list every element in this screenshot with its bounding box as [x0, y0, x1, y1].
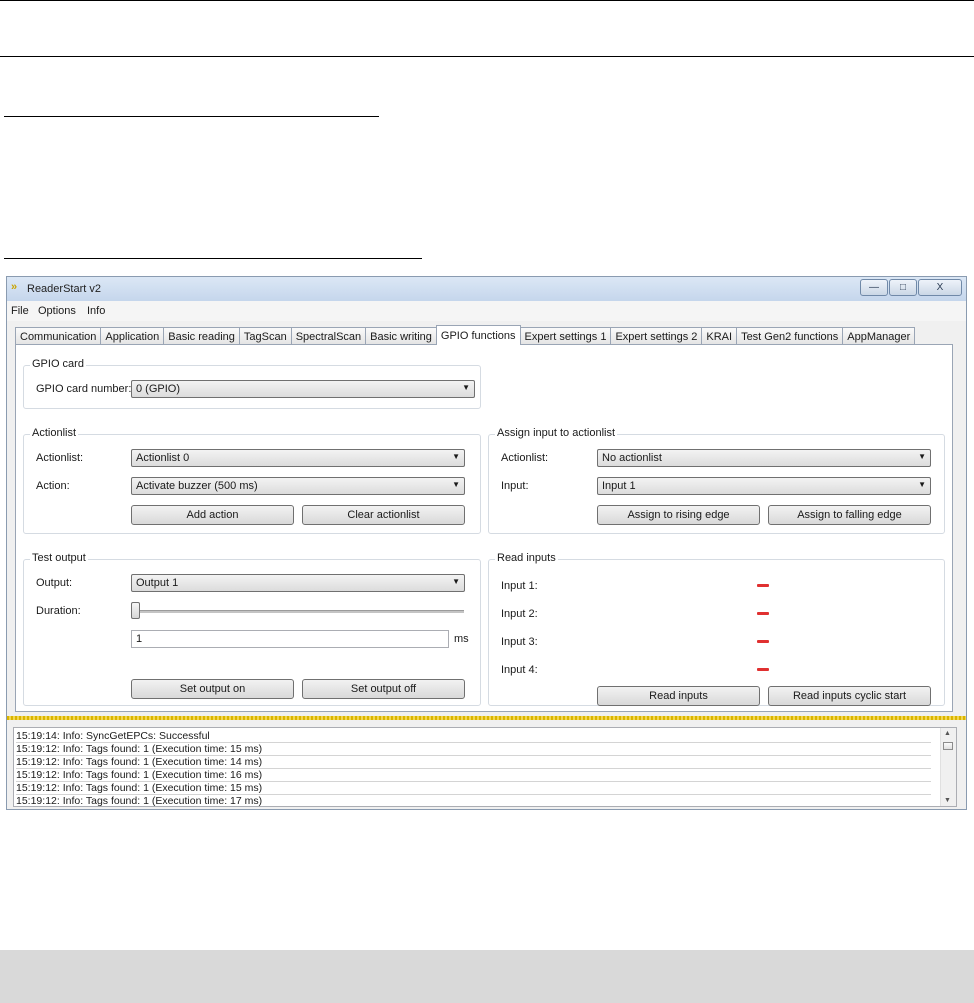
app-window: [6, 276, 967, 810]
tab-tagscan[interactable]: TagScan: [239, 327, 292, 345]
dropdown-arrow-icon: ▼: [452, 452, 460, 461]
gpio-card-number-value: 0 (GPIO): [136, 383, 181, 395]
log-line: 15:19:12: Info: Tags found: 1 (Execution time: 14 ms): [16, 756, 931, 769]
action-label: Action:: [36, 480, 70, 492]
actionlist-title: Actionlist: [32, 427, 77, 439]
log-scrollbar[interactable]: [940, 728, 956, 806]
log-line: 15:19:12: Info: Tags found: 1 (Execution time: 16 ms): [16, 769, 931, 782]
set-output-off-button[interactable]: Set output off: [302, 679, 465, 699]
output-select[interactable]: [131, 574, 465, 592]
duration-slider-thumb[interactable]: [131, 602, 140, 619]
action-select[interactable]: [131, 477, 465, 495]
scroll-up-icon[interactable]: ▲: [944, 730, 951, 737]
scroll-down-icon[interactable]: ▼: [944, 797, 951, 804]
tab-expert-settings-1[interactable]: Expert settings 1: [520, 327, 612, 345]
gpio-card-group: [23, 358, 481, 409]
assign-input-group: [488, 427, 945, 534]
input-1-label: Input 1:: [501, 580, 538, 592]
dropdown-arrow-icon: ▼: [452, 577, 460, 586]
actionlist-select[interactable]: [131, 449, 465, 467]
page-top-rule: [0, 0, 974, 1]
input-3-led: [757, 640, 769, 643]
minimize-icon: —: [869, 282, 879, 293]
set-output-on-button[interactable]: Set output on: [131, 679, 294, 699]
duration-label: Duration:: [36, 605, 81, 617]
gpio-card-title: GPIO card: [32, 358, 84, 370]
input-2-led: [757, 612, 769, 615]
doc-underline-1: [4, 116, 379, 117]
gpio-tab-panel: [15, 344, 953, 712]
duration-value: 1: [136, 633, 143, 645]
action-value: Activate buzzer (500 ms): [136, 480, 258, 492]
actionlist-group: [23, 427, 481, 534]
window-controls: [859, 279, 962, 296]
input-3-label: Input 3:: [501, 636, 538, 648]
assign-actionlist-label: Actionlist:: [501, 452, 549, 464]
clear-actionlist-button[interactable]: Clear actionlist: [302, 505, 465, 525]
gpio-card-number-select[interactable]: [131, 380, 475, 398]
assign-input-label: Input:: [501, 480, 529, 492]
duration-unit: ms: [454, 633, 469, 645]
menu-file[interactable]: File: [11, 305, 29, 317]
log-line: 15:19:14: Info: SyncGetEPCs: Successful: [16, 730, 931, 743]
menu-info[interactable]: Info: [87, 305, 106, 317]
assign-actionlist-select[interactable]: [597, 449, 931, 467]
assign-input-select[interactable]: [597, 477, 931, 495]
doc-underline-2: [4, 258, 422, 259]
tab-test-gen2-functions[interactable]: Test Gen2 functions: [736, 327, 843, 345]
dropdown-arrow-icon: ▼: [918, 452, 926, 461]
read-inputs-title: Read inputs: [497, 552, 556, 564]
log-list[interactable]: [13, 727, 957, 807]
duration-input[interactable]: [131, 630, 449, 648]
actionlist-value: Actionlist 0: [136, 452, 190, 464]
actionlist-label: Actionlist:: [36, 452, 84, 464]
window-title: ReaderStart v2: [27, 283, 101, 295]
maximize-button[interactable]: [889, 279, 917, 296]
input-2-label: Input 2:: [501, 608, 538, 620]
test-output-title: Test output: [32, 552, 86, 564]
input-1-led: [757, 584, 769, 587]
input-4-label: Input 4:: [501, 664, 538, 676]
close-icon: X: [936, 282, 944, 293]
tab-spectralscan[interactable]: SpectralScan: [291, 327, 366, 345]
minimize-button[interactable]: [860, 279, 888, 296]
read-inputs-group: [488, 552, 945, 706]
assign-input-value: Input 1: [602, 480, 636, 492]
tab-krai[interactable]: KRAI: [701, 327, 737, 345]
tab-strip: [15, 325, 914, 345]
title-bar[interactable]: [7, 277, 966, 301]
read-inputs-cyclic-button[interactable]: Read inputs cyclic start: [768, 686, 931, 706]
maximize-icon: □: [899, 282, 907, 293]
assign-actionlist-value: No actionlist: [602, 452, 662, 464]
log-line: 15:19:12: Info: Tags found: 1 (Execution time: 15 ms): [16, 782, 931, 795]
app-icon: »: [11, 281, 18, 293]
menu-options[interactable]: Options: [38, 305, 76, 317]
input-4-led: [757, 668, 769, 671]
dropdown-arrow-icon: ▼: [462, 383, 470, 392]
tab-expert-settings-2[interactable]: Expert settings 2: [610, 327, 702, 345]
assign-falling-edge-button[interactable]: Assign to falling edge: [768, 505, 931, 525]
output-label: Output:: [36, 577, 73, 589]
dropdown-arrow-icon: ▼: [452, 480, 460, 489]
read-inputs-button[interactable]: Read inputs: [597, 686, 760, 706]
test-output-group: [23, 552, 481, 706]
tab-basic-writing[interactable]: Basic writing: [365, 327, 437, 345]
add-action-button[interactable]: Add action: [131, 505, 294, 525]
tab-application[interactable]: Application: [100, 327, 164, 345]
duration-slider-track[interactable]: [134, 610, 464, 613]
page-rule: [0, 56, 974, 57]
tab-appmanager[interactable]: AppManager: [842, 327, 915, 345]
log-line: 15:19:12: Info: Tags found: 1 (Execution time: 15 ms): [16, 743, 931, 756]
assign-rising-edge-button[interactable]: Assign to rising edge: [597, 505, 760, 525]
tab-gpio-functions[interactable]: GPIO functions: [436, 325, 521, 345]
dropdown-arrow-icon: ▼: [918, 480, 926, 489]
tab-communication[interactable]: Communication: [15, 327, 101, 345]
page-footer-band: [0, 950, 974, 1003]
gpio-card-number-label: GPIO card number:: [36, 383, 132, 395]
menu-bar: [7, 301, 966, 321]
panel-splitter[interactable]: [7, 716, 966, 720]
scrollbar-thumb[interactable]: [943, 742, 953, 750]
tab-basic-reading[interactable]: Basic reading: [163, 327, 240, 345]
assign-input-title: Assign input to actionlist: [497, 427, 616, 439]
output-value: Output 1: [136, 577, 179, 589]
close-button[interactable]: [918, 279, 962, 296]
log-line: 15:19:12: Info: Tags found: 1 (Execution time: 17 ms): [16, 795, 931, 807]
